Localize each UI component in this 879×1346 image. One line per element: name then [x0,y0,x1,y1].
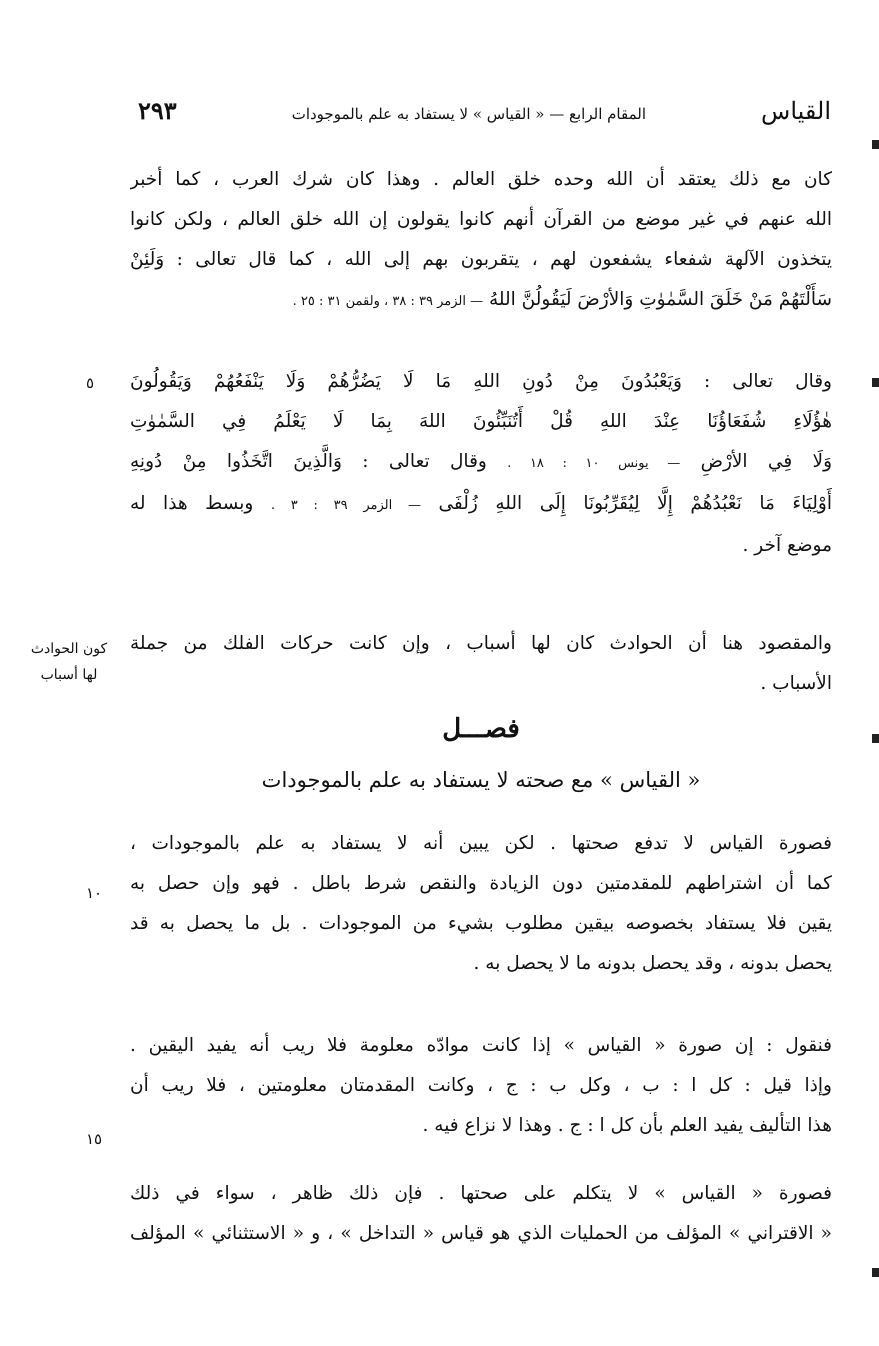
line-number: ٥ [86,374,95,392]
paragraph-3 [130,624,832,704]
edge-mark [872,378,879,387]
quran-verse: سَأَلْتَهُمْ مَنْ خَلَقَ السَّمٰوٰتِ وَالأرْضَ لَيَقُولُنَّ اللهُ [488,289,832,310]
text-segment: وبسط هذا له [130,493,254,514]
text-line: موضع آخر . [742,535,832,556]
text-line: هذا التأليف يفيد العلم بأن كل ا : ج . وهذا لا نزاع فيه . [422,1115,832,1136]
text-line: « الاقتراني » المؤلف من الحمليات الذي هو قياس « التداخل » ، و « الاستثنائي » المؤلف [130,1223,832,1244]
text-line: فصورة القياس لا تدفع صحتها . لكن يبين أنه لا يستفاد به علم بالموجودات ، [130,833,832,854]
line-number: ١٠ [86,884,103,902]
header-title: القياس [761,97,831,125]
edge-mark [872,1268,879,1277]
text-line: كما أن اشتراطهم للمقدمتين دون الزيادة والنقص شرط باطل . فهو وإن حصل به [130,873,832,894]
text-line: الله عنهم في غير موضع من القرآن أنهم كانوا يقولون إن الله خلق العالم ، ولكن كانوا [130,209,832,230]
verse-reference: — يونس ١٠ : ١٨ . [507,456,681,471]
section-subtitle: « القياس » مع صحته لا يستفاد به علم بالموجودات [261,768,701,792]
page-header [138,96,831,128]
text-line: فصورة « القياس » لا يتكلم على صحتها . فإن ذلك ظاهر ، سواء في ذلك [130,1183,832,1204]
text-line: يتخذون الآلهة شفعاء يشفعون لهم ، يتقربون بهم إلى الله ، كما قال تعالى : وَلَئِنْ [130,249,832,270]
text-line [130,484,832,526]
margin-note-line: كون الحوادث [30,641,108,657]
line-number: ١٥ [86,1130,103,1148]
text-line: الأسباب . [760,673,832,694]
text-line: كان مع ذلك يعتقد أن الله وحده خلق العالم . وهذا كان شرك العرب ، كما أخبر [130,169,832,190]
paragraph-2 [130,362,832,566]
verse-reference: — الزمر ٣٩ : ٣٨ ، ولقمن ٣١ : ٢٥ . [292,294,484,309]
section-heading: فصـــل [442,714,520,744]
paragraph-5 [130,1026,832,1146]
text-line [130,280,832,322]
text-line: والمقصود هنا أن الحوادث كان لها أسباب ، وإن كانت حركات الفلك من جملة [130,633,832,654]
text-segment: وقال تعالى : وَالَّذِينَ اتَّخَذُوا مِنْ دُونِهِ [130,451,487,472]
margin-note [20,636,118,688]
paragraph-6 [130,1174,832,1254]
text-line: فنقول : إن صورة « القياس » إذا كانت موادّه معلومة فلا ريب أنه يفيد اليقين . [130,1035,832,1056]
text-line: وقال تعالى : وَيَعْبُدُونَ مِنْ دُونِ اللهِ مَا لَا يَضُرُّهُمْ وَلَا يَنْفَعُهُمْ وَيَقُولُونَ [130,371,832,392]
quran-verse: وَلَا فِي الأرْضِ [700,451,832,472]
edge-mark [872,734,879,743]
text-line: وإذا قيل : كل ا : ب ، وكل ب : ج ، وكانت المقدمتان معلومتين ، فلا ريب أن [130,1075,832,1096]
margin-note-line: لها أسباب [40,667,98,683]
paragraph-1 [130,160,832,322]
text-line [130,442,832,484]
verse-reference: — الزمر ٣٩ : ٣ . [270,498,421,513]
quran-verse: أَوْلِيَاءَ مَا نَعْبُدُهُمْ إِلَّا لِيُقَرِّبُونَا إِلَى اللهِ زُلْفَى [438,493,832,514]
running-title: المقام الرابع — « القياس » لا يستفاد به علم بالموجودات [291,105,646,123]
text-line: هٰؤُلَاءِ شُفَعَاؤُنَا عِنْدَ اللهِ قُلْ أَتُنَبِّئُونَ اللهَ بِمَا لَا يَعْلَمُ فِي السَّمٰوٰتِ [130,411,832,432]
text-line: يقين فلا يستفاد بخصوصه بيقين مطلوب بشيء من الموجودات . بل ما يحصل به قد [130,913,832,934]
edge-mark [872,140,879,149]
text-line: يحصل بدونه ، وقد يحصل بدونه ما لا يحصل به . [473,953,832,974]
page-number: ٢٩٣ [138,96,177,125]
paragraph-4 [130,824,832,984]
